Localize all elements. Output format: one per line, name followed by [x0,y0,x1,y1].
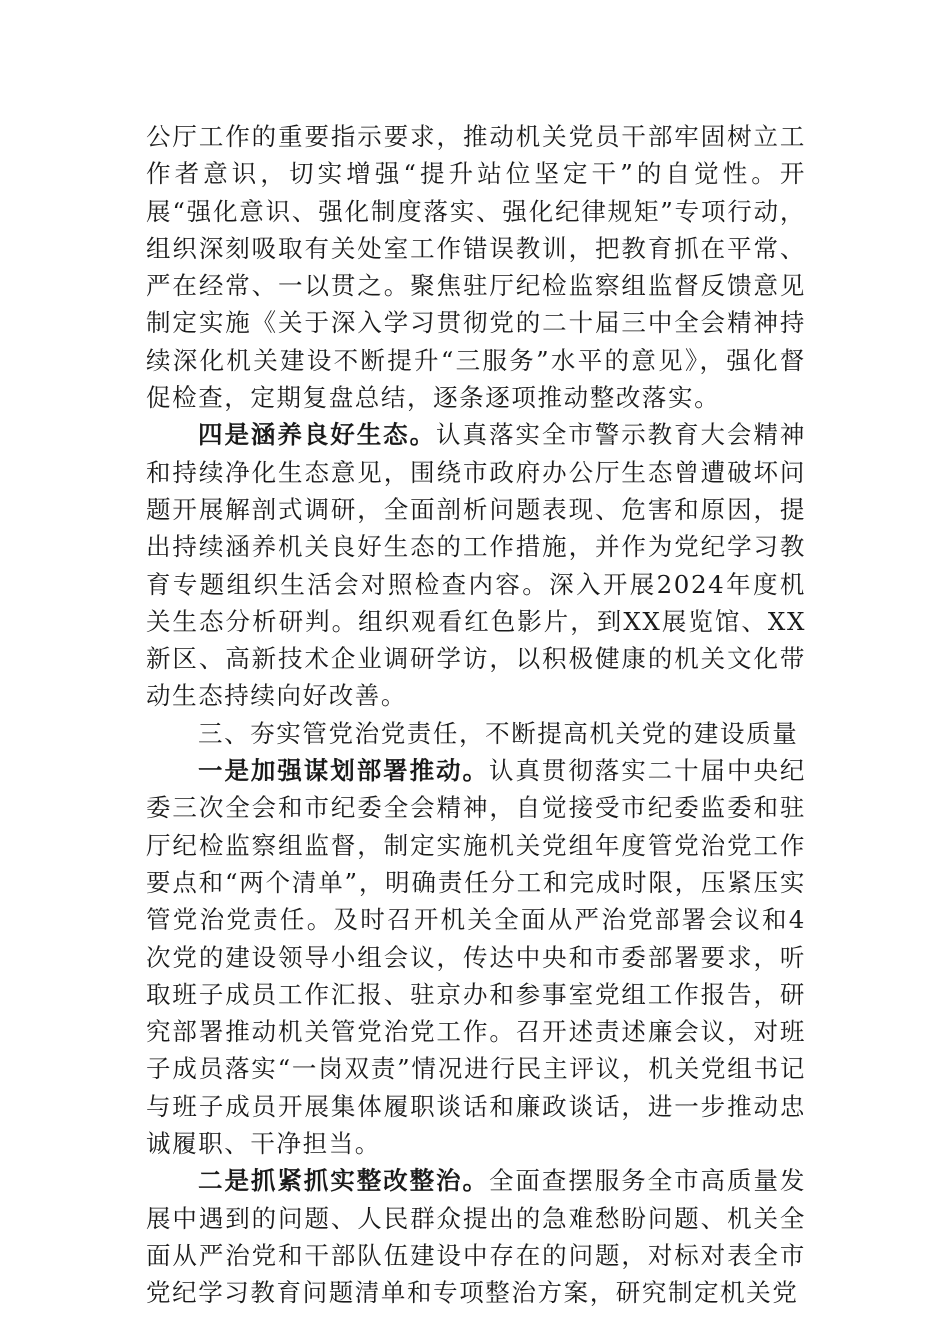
section-heading: 三、夯实管党治党责任，不断提高机关党的建设质量 [198,718,799,748]
document-body [146,118,806,1312]
paragraph-ecology [146,416,806,714]
paragraph-text: 全面查摆服务全市高质量发展中遇到的问题、人民群众提出的急难愁盼问题、机关全面从严治党和干部队伍建设中存在的问题，对标对表全市党纪学习教育问题清单和专项整治方案，研究制定机关党 [146,1166,806,1308]
paragraph-lead: 二是抓紧抓实整改整治。 [198,1166,489,1196]
paragraph-rectification [146,1162,806,1311]
paragraph-text: 认真贯彻落实二十届中央纪委三次全会和市纪委全会精神，自觉接受市纪委监委和驻厅纪检监察组监督，制定实施机关党组年度管党治党工作要点和“两个清单”，明确责任分工和完成时限，压紧压实管党治党责任。及时召开机关全面从严治党部署会议和4次党的建设领导小组会议，传达中央和市委部署要求，听取班子成员工作汇报、驻京办和参事室党组工作报告，研究部署推动机关管党治党工作。召开述责述廉会议，对班子成员落实“一岗双责”情况进行民主评议，机关党组书记与班子成员开展集体履职谈话和廉政谈话，进一步推动忠诚履职、干净担当。 [146,756,806,1159]
paragraph-text: 认真落实全市警示教育大会精神和持续净化生态意见，围绕市政府办公厅生态曾遭破坏问题开展解剖式调研，全面剖析问题表现、危害和原因，提出持续涵养机关良好生态的工作措施，并作为党纪学习教育专题组织生活会对照检查内容。深入开展2024年度机关生态分析研判。组织观看红色影片，到XX展览馆、XX新区、高新技术企业调研学访，以积极健康的机关文化带动生态持续向好改善。 [146,420,806,711]
paragraph-lead: 一是加强谋划部署推动。 [198,756,489,786]
paragraph-text: 公厅工作的重要指示要求，推动机关党员干部牢固树立工作者意识，切实增强“提升站位坚定干”的自觉性。开展“强化意识、强化制度落实、强化纪律规矩”专项行动，组织深刻吸取有关处室工作错误教训，把教育抓在平常、严在经常、一以贯之。聚焦驻厅纪检监察组监督反馈意见制定实施《关于深入学习贯彻党的二十届三中全会精神持续深化机关建设不断提升“三服务”水平的意见》，强化督促检查，定期复盘总结，逐条逐项推动整改落实。 [146,122,806,413]
paragraph-planning [146,752,806,1162]
paragraph-continuation [146,118,806,416]
paragraph-lead: 四是涵养良好生态。 [198,420,437,450]
